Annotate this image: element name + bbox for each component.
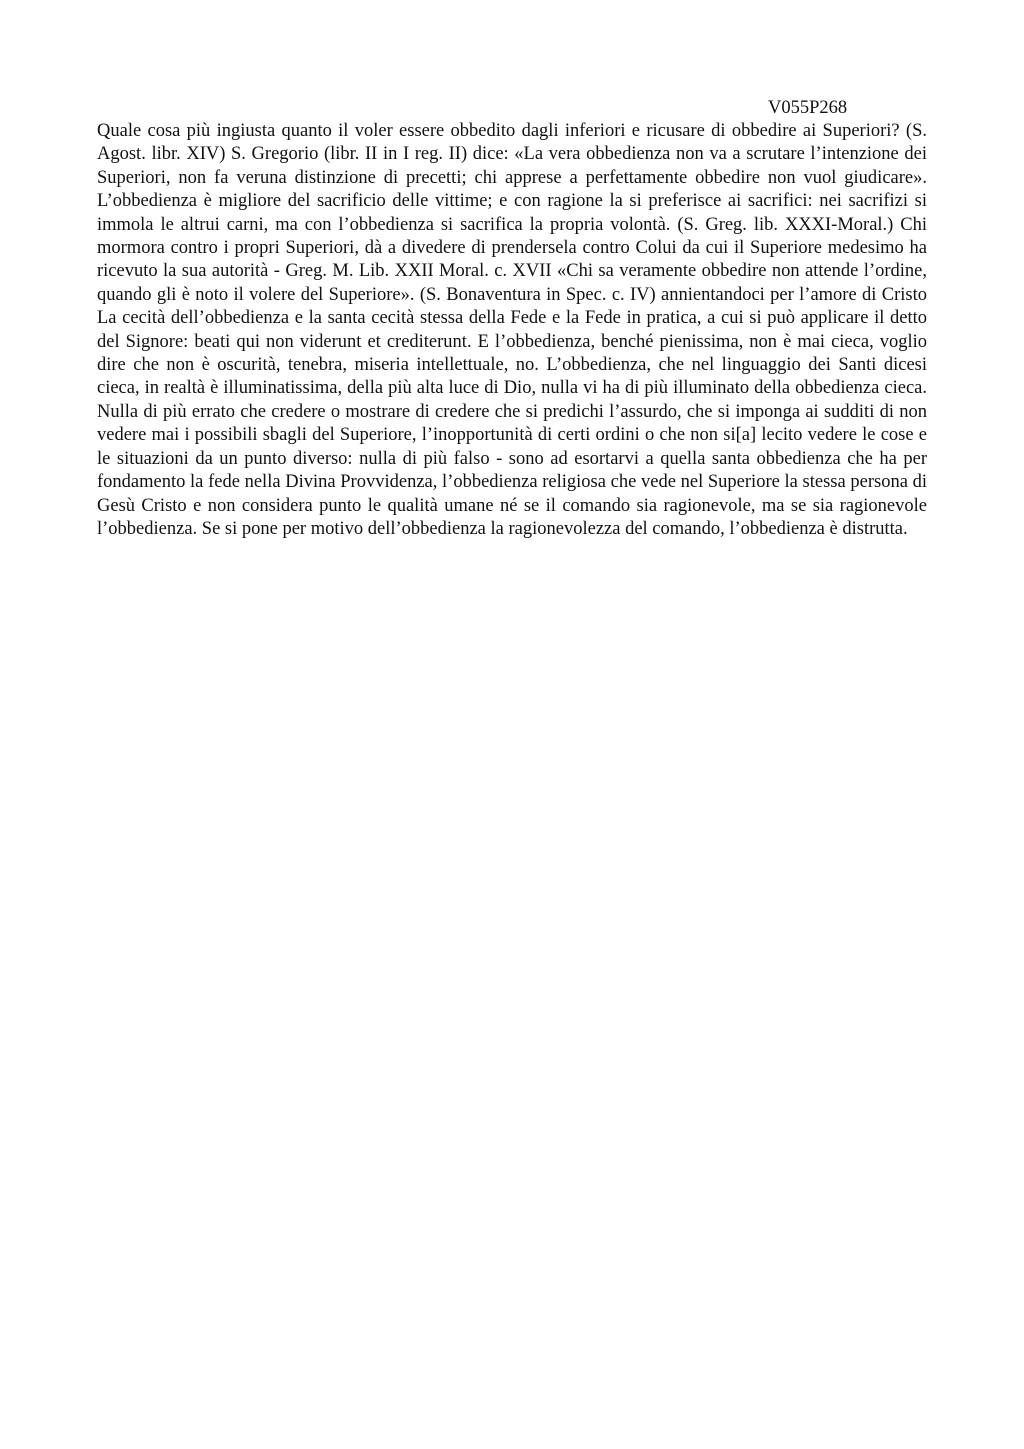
body-paragraph: Quale cosa più ingiusta quanto il voler essere obbedito dagli inferiori e ricusare di obbedire ai Superiori? (S. Agost. libr. XIV) S. Gregorio (libr. II in I reg. II) dice: «La vera obbedienza non va a scrutare l’intenzione dei Superiori, non fa veruna distinzione di precetti; chi apprese a perfettamente obbedire non vuol giudicare». L’obbedienza è migliore del sacrificio delle vittime; e con ragione la si preferisce ai sacrifici: nei sacrifizi si immola le altrui carni, ma con l’obbedienza si sacrifica la propria volontà. (S. Greg. lib. XXXI-Moral.) Chi mormora contro i propri Superiori, dà a divedere di prendersela contro Colui da cui il Superiore medesimo ha ricevuto la sua autorità - Greg. M. Lib. XXII Moral. c. XVII «Chi sa veramente obbedire non attende l’ordine, quando gli è noto il volere del Superiore». (S. Bonaventura in Spec. c. IV) annientandoci per l’amore di Cristo La cecità dell’obbedienza e la santa cecità stessa della Fede e la Fede in pratica, a cui si può applicare il detto del Signore: beati qui non viderunt et crediterunt. E l’obbedienza, benché pienissima, non è mai cieca, voglio dire che non è oscurità, tenebra, miseria intellettuale, no. L’obbedienza, che nel linguaggio dei Santi dicesi cieca, in realtà è illuminatissima, della più alta luce di Dio, nulla vi ha di più illuminato della obbedienza cieca. Nulla di più errato che credere o mostrare di credere che si predichi l’assurdo, che si imponga ai sudditi di non vedere mai i possibili sbagli del Superiore, l’inopportunità di certi ordini o che non si[a] lecito vedere le cose e le situazioni da un punto diverso: nulla di più falso - sono ad esortarvi a quella santa obbedienza che ha per fondamento la fede nella Divina Provvidenza, l’obbedienza religiosa che vede nel Superiore la stessa persona di Gesù Cristo e non considera punto le qualità umane né se il comando sia ragionevole, ma se sia ragionevole l’obbedienza. Se si pone per motivo dell’obbedienza la ragionevolezza del comando, l’obbedienza è distrutta.	[97, 121, 927, 539]
page-identifier: V055P268	[768, 98, 848, 118]
